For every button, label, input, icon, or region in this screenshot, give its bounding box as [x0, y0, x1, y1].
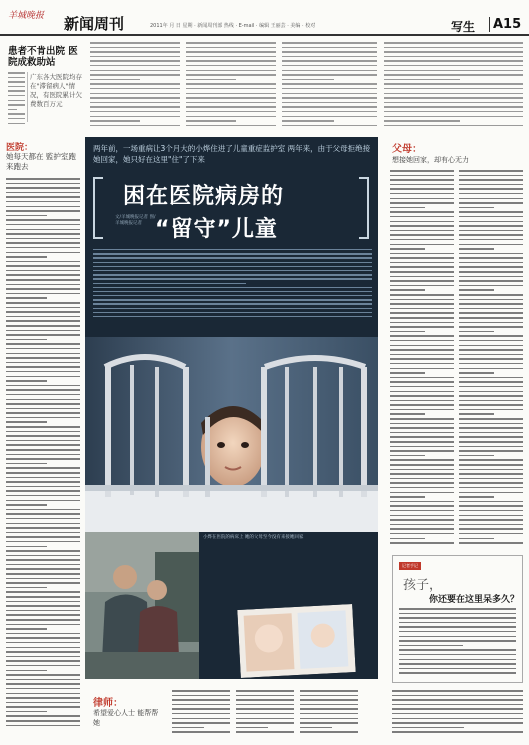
- right-subhead: 想接她回家，却有心无力: [392, 156, 469, 164]
- right-body-col-1: [390, 170, 454, 550]
- title-bracket-left: [93, 177, 103, 239]
- right-headline: 父母：: [392, 144, 422, 155]
- page-number: A15: [489, 17, 521, 32]
- bottom-body-col-4: [392, 690, 523, 740]
- body-text-col-3: [282, 42, 377, 132]
- bottom-body-col-2: [236, 690, 294, 740]
- left-headline: 患者不肯出院 医院成救助站: [8, 46, 78, 68]
- body-text: [8, 72, 25, 128]
- portrait-photo: [237, 604, 355, 678]
- right-body-col-2: [459, 170, 523, 550]
- dateline: 2011年 月 日 星期 · 新闻周刊部 热线 · E-mail · 编辑 王丽芸 · 美编 · 校对: [150, 23, 316, 29]
- family-photo: [85, 532, 199, 679]
- reporter-note-title: 孩子，: [403, 578, 443, 593]
- feature-title-line-1: 困在医院病房的: [123, 184, 285, 209]
- bottom-subhead: 希望爱心人士 能帮帮她: [93, 709, 159, 727]
- title-bracket-right: [359, 177, 369, 239]
- left-sidebar-head: 医院：: [6, 143, 34, 153]
- feature-block: [85, 137, 378, 679]
- bottom-body-col-3: [300, 690, 358, 740]
- bottom-body-col-1: [172, 690, 230, 740]
- body-text-col-2: [186, 42, 276, 132]
- newspaper-logo: 羊城晚报: [8, 11, 45, 21]
- body-text-col-4: [384, 42, 523, 132]
- bottom-headline: 律师：: [93, 698, 123, 709]
- feature-byline: 文/羊城晚报记者 图/羊城晚报记者: [115, 215, 156, 226]
- left-body-text: [6, 178, 80, 733]
- feature-intro: 两年前，一场重病让3个月大的小烨住进了儿童重症监护室 两年来，由于父母拒绝接她回家，她只好在这里"住"了下来: [93, 144, 371, 164]
- reporter-note-text: [399, 608, 516, 680]
- reporter-note-box: [392, 555, 523, 683]
- reporter-note-tag: 记者手记: [399, 562, 421, 570]
- body-text-col-1: [90, 42, 180, 132]
- photo-caption: 小烨在医院的病床上 她的父母至今没有来接她回家: [203, 535, 304, 540]
- left-sidebar-subhead: 她每天都在 監护室跑来跑去: [6, 152, 76, 171]
- left-summary: 广东各大医院均存在"滞留病人"情况，有医院累计欠费数百万元: [30, 73, 82, 108]
- main-photo: [85, 337, 378, 532]
- section-title: 新闻周刊: [64, 15, 125, 33]
- masthead: [0, 0, 529, 36]
- section-tag: 写生: [451, 20, 476, 34]
- feature-title-line-2: “留守”儿童: [155, 217, 278, 242]
- column-rule: [27, 72, 28, 122]
- reporter-note-subtitle: 你还要在这里呆多久？: [429, 595, 520, 605]
- feature-lead-text: [93, 249, 372, 329]
